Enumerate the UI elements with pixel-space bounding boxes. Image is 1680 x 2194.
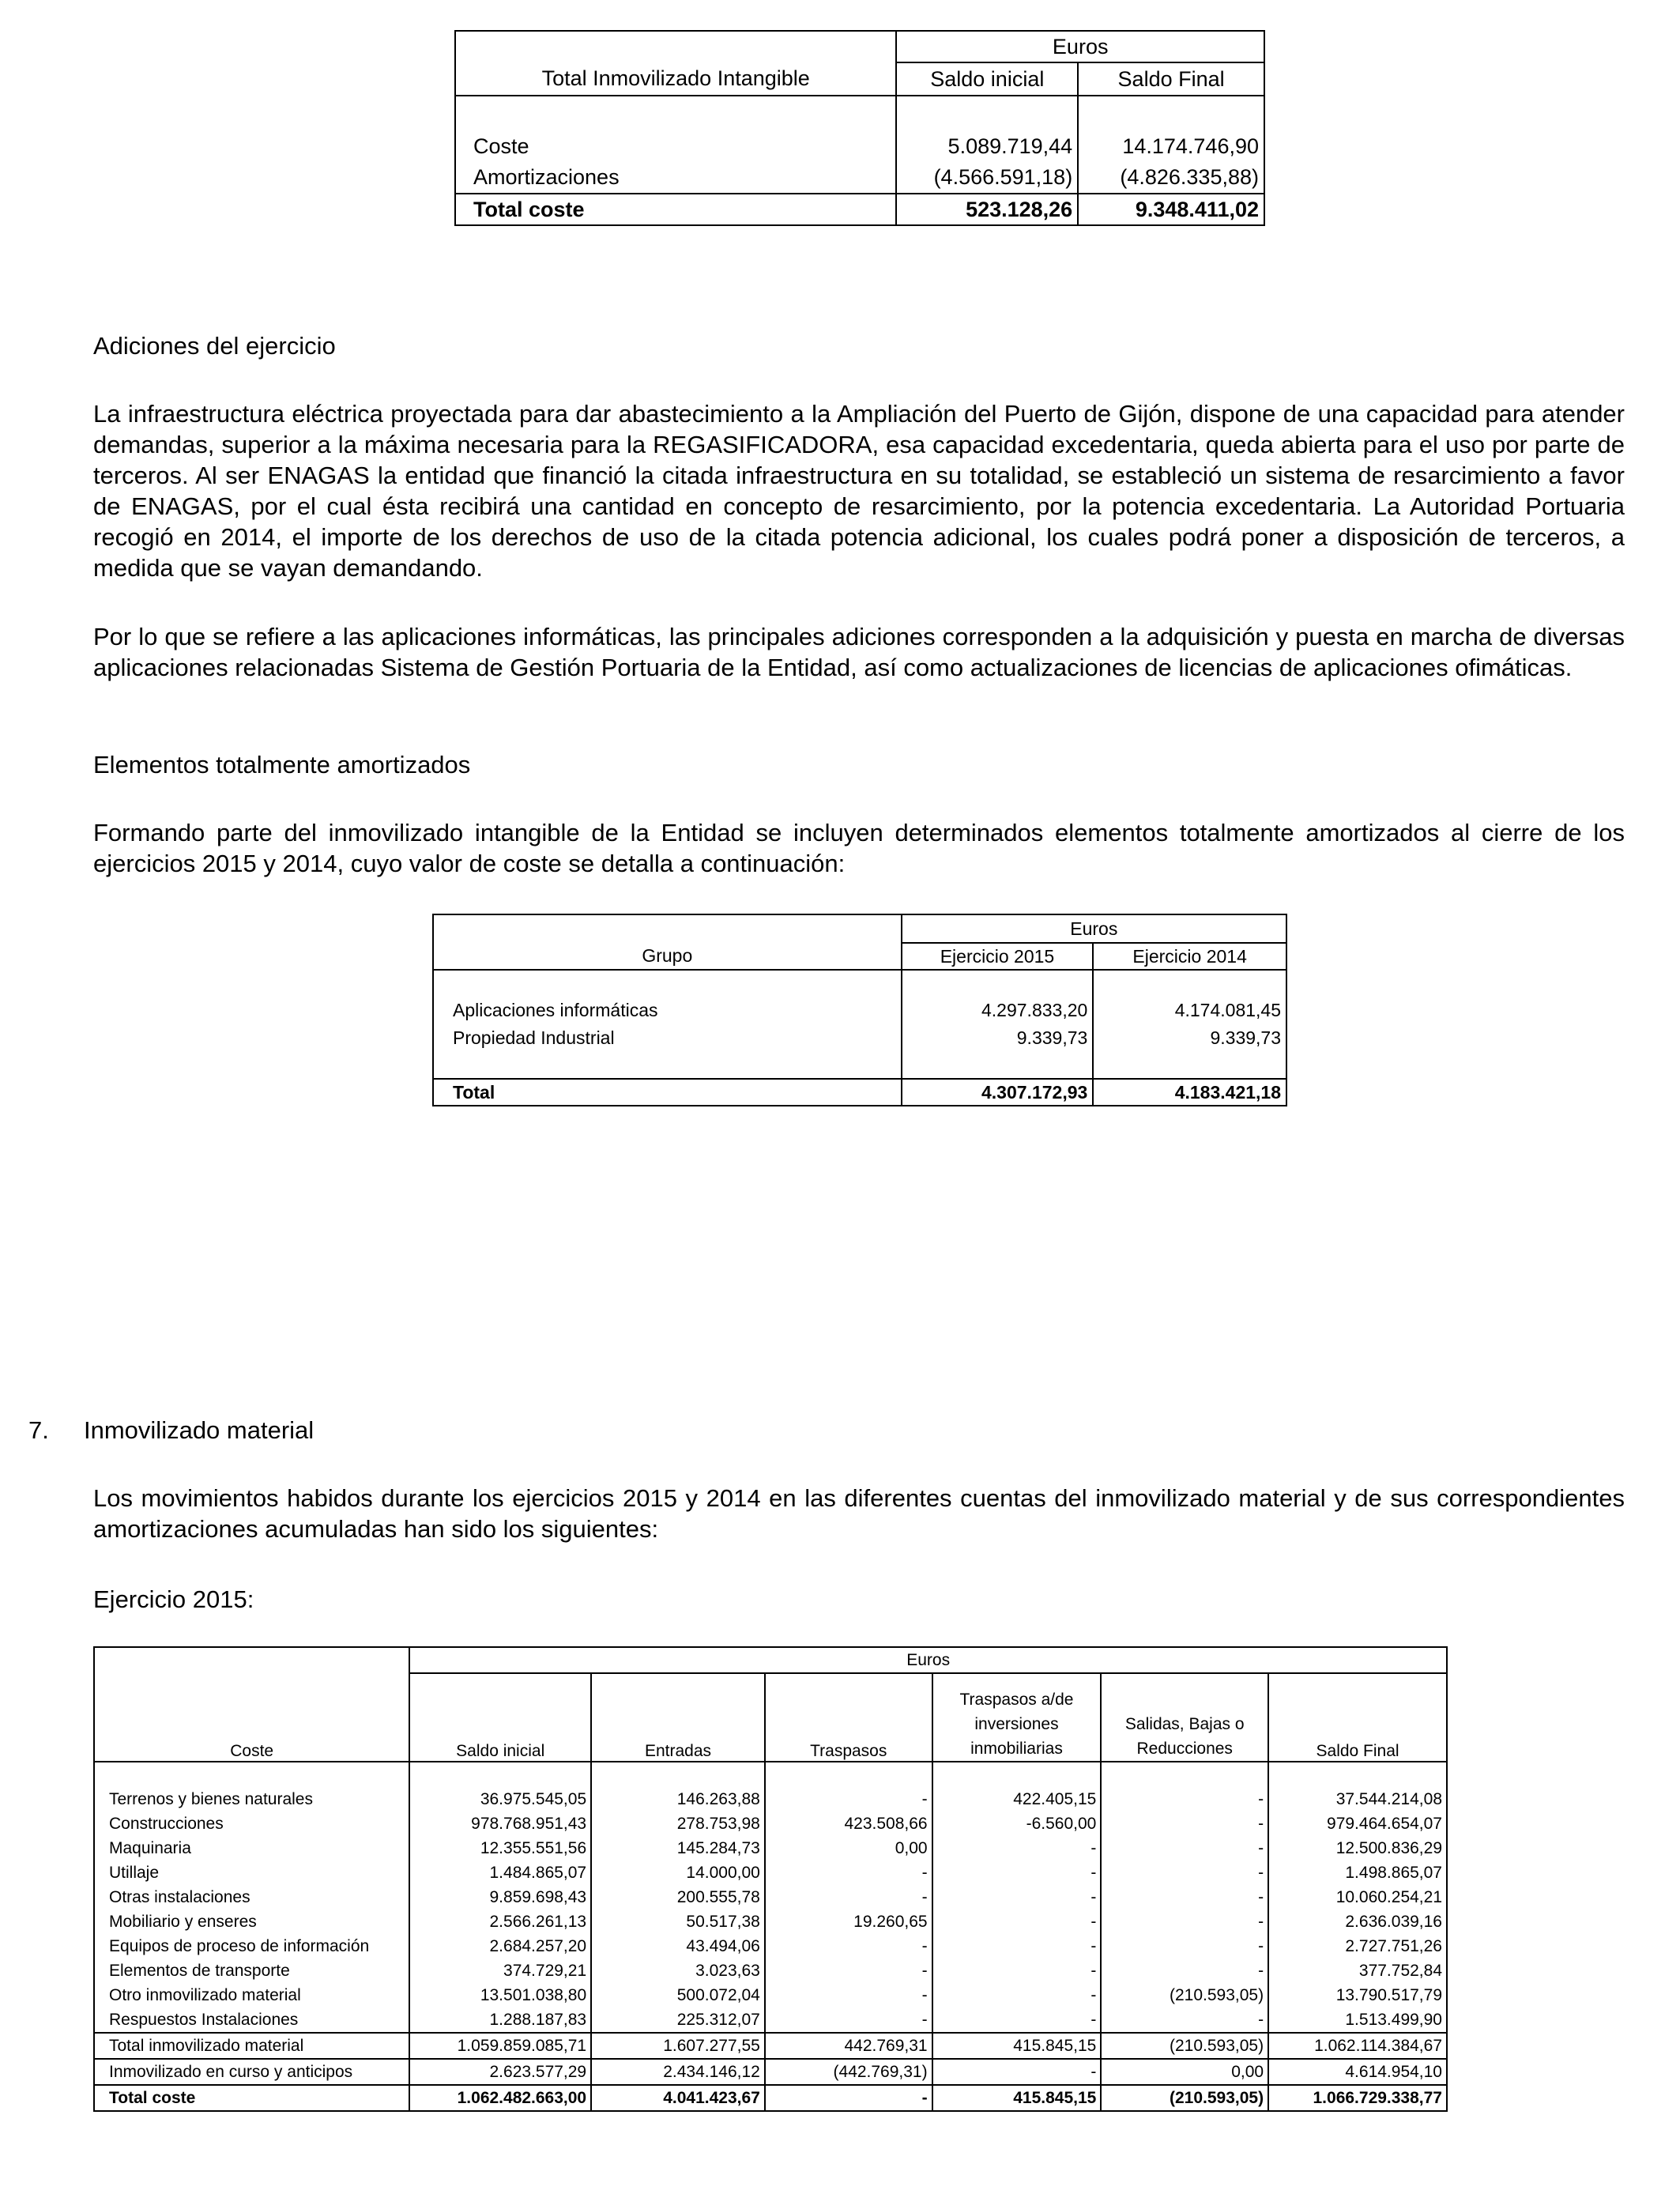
total-row <box>94 2085 1447 2111</box>
table-row <box>94 1860 1447 1885</box>
table1-total-value: 9.348.411,02 <box>1078 194 1264 225</box>
row-value: 13.501.038,80 <box>409 1983 591 2007</box>
paragraph-aplicaciones: Por lo que se refiere a las aplicaciones informáticas, las principales adiciones corresponden a la adquisición y puesta en marcha de diversas aplicaciones relacionadas Sistema de Gestión Portuaria de la Entidad, así como actualizaciones de licencias de aplicaciones ofimáticas. <box>93 623 1625 681</box>
total-value: 1.066.729.338,77 <box>1268 2085 1447 2111</box>
table-row <box>94 1983 1447 2007</box>
row-label: Equipos de proceso de información <box>94 1934 409 1958</box>
row-value: (210.593,05) <box>1101 1983 1268 2007</box>
row-value: 1.484.865,07 <box>409 1860 591 1885</box>
row-value: - <box>765 1958 932 1983</box>
total-label: Total coste <box>94 2085 409 2111</box>
row-value: 225.312,07 <box>591 2007 765 2033</box>
row-value: 37.544.214,08 <box>1268 1787 1447 1811</box>
table-row <box>94 1958 1447 1983</box>
row-value: 979.464.654,07 <box>1268 1811 1447 1836</box>
row-label: Utillaje <box>94 1860 409 1885</box>
row-value: 200.555,78 <box>591 1885 765 1909</box>
subtotal-value: 2.434.146,12 <box>591 2059 765 2085</box>
table1-row-value: (4.826.335,88) <box>1078 162 1264 194</box>
subtotal-value: - <box>932 2059 1102 2085</box>
row-value: 2.636.039,16 <box>1268 1909 1447 1934</box>
table2-header-euros: Euros <box>902 914 1286 943</box>
table1-row-value: 5.089.719,44 <box>896 130 1078 162</box>
row-label: Terrenos y bienes naturales <box>94 1787 409 1811</box>
row-value: 377.752,84 <box>1268 1958 1447 1983</box>
intangible-summary-table <box>454 30 1265 226</box>
row-value: 12.500.836,29 <box>1268 1836 1447 1860</box>
table3-header-entradas: Entradas <box>591 1673 765 1762</box>
row-value: - <box>1101 1885 1268 1909</box>
row-value: 43.494,06 <box>591 1934 765 1958</box>
table2-row-value: 4.297.833,20 <box>902 997 1094 1024</box>
row-value: 500.072,04 <box>591 1983 765 2007</box>
table2-row-label: Propiedad Industrial <box>433 1024 902 1052</box>
row-value: 10.060.254,21 <box>1268 1885 1447 1909</box>
paragraph-movimientos: Los movimientos habidos durante los ejercicios 2015 y 2014 en las diferentes cuentas del inmovilizado material y de sus correspondientes amortizaciones acumuladas han sido los siguientes: <box>93 1484 1625 1543</box>
subtotal-value: 1.062.114.384,67 <box>1268 2033 1447 2059</box>
table2-row-value: 4.174.081,45 <box>1093 997 1286 1024</box>
row-value: - <box>932 1860 1102 1885</box>
row-label: Construcciones <box>94 1811 409 1836</box>
heading-ejercicio: Ejercicio 2015: <box>93 1585 254 1613</box>
table1-total-label: Total coste <box>455 194 896 225</box>
heading-elementos: Elementos totalmente amortizados <box>93 751 471 778</box>
table1-row-label: Amortizaciones <box>455 162 896 194</box>
row-value: 1.498.865,07 <box>1268 1860 1447 1885</box>
subtotal-value: (442.769,31) <box>765 2059 932 2085</box>
row-value: 978.768.951,43 <box>409 1811 591 1836</box>
row-value: - <box>765 1860 932 1885</box>
table-row <box>94 1811 1447 1836</box>
table3-header-salidas: Salidas, Bajas o Reducciones <box>1101 1673 1268 1762</box>
total-value: 1.062.482.663,00 <box>409 2085 591 2111</box>
row-value: - <box>1101 1958 1268 1983</box>
row-value: 36.975.545,05 <box>409 1787 591 1811</box>
table3-header-euros: Euros <box>409 1647 1447 1673</box>
row-label: Otras instalaciones <box>94 1885 409 1909</box>
row-value: - <box>932 1836 1102 1860</box>
table2-total-value: 4.183.421,18 <box>1093 1079 1286 1106</box>
row-value: 0,00 <box>765 1836 932 1860</box>
table-row <box>94 1836 1447 1860</box>
row-value: - <box>932 1983 1102 2007</box>
subtotal-label: Inmovilizado en curso y anticipos <box>94 2059 409 2085</box>
row-value: 422.405,15 <box>932 1787 1102 1811</box>
table2-header-label: Grupo <box>433 943 902 970</box>
table-row <box>94 1787 1447 1811</box>
row-value: - <box>765 1983 932 2007</box>
row-value: - <box>1101 1787 1268 1811</box>
subtotal-row <box>94 2059 1447 2085</box>
row-value: -6.560,00 <box>932 1811 1102 1836</box>
paragraph-formando: Formando parte del inmovilizado intangible de la Entidad se incluyen determinados elementos totalmente amortizados al cierre de los ejercicios 2015 y 2014, cuyo valor de coste se detalla a continuación: <box>93 819 1625 877</box>
table2-row-value: 9.339,73 <box>1093 1024 1286 1052</box>
row-value: 13.790.517,79 <box>1268 1983 1447 2007</box>
row-value: - <box>1101 1836 1268 1860</box>
table1-row-value: 14.174.746,90 <box>1078 130 1264 162</box>
paragraph-infraestructura: La infraestructura eléctrica proyectada para dar abastecimiento a la Ampliación del Puerto de Gijón, dispone de una capacidad para atender demandas, superior a la máxima necesaria para la REGASIFICADORA, esa capacidad excedentaria, queda abierta para el uso por parte de terceros. Al ser ENAGAS la entidad que financió la citada infraestructura en su totalidad, se estableció un sistema de resarcimiento a favor de ENAGAS, por el cual ésta recibirá una cantidad en concepto de resarcimiento, por la potencia excedentaria. La Autoridad Portuaria recogió en 2014, el importe de los derechos de uso de la citada potencia adicional, los cuales podrá poner a disposición de terceros, a medida que se vayan demandando. <box>93 400 1625 582</box>
table1-header-label: Total Inmovilizado Intangible <box>455 62 896 96</box>
subtotal-value: 0,00 <box>1101 2059 1268 2085</box>
table1-row-value: (4.566.591,18) <box>896 162 1078 194</box>
row-value: - <box>1101 1934 1268 1958</box>
table2-row-value: 9.339,73 <box>902 1024 1094 1052</box>
tangible-movements-table <box>93 1646 1448 2112</box>
table-row <box>94 2007 1447 2033</box>
section-title: Inmovilizado material <box>84 1416 315 1444</box>
row-value: - <box>765 1787 932 1811</box>
table2-total-value: 4.307.172,93 <box>902 1079 1094 1106</box>
row-value: 50.517,38 <box>591 1909 765 1934</box>
subtotal-value: (210.593,05) <box>1101 2033 1268 2059</box>
table1-header-euros: Euros <box>896 31 1264 62</box>
subtotal-value: 442.769,31 <box>765 2033 932 2059</box>
subtotal-value: 1.607.277,55 <box>591 2033 765 2059</box>
row-value: - <box>1101 1909 1268 1934</box>
subtotal-value: 1.059.859.085,71 <box>409 2033 591 2059</box>
row-label: Respuestos Instalaciones <box>94 2007 409 2033</box>
row-value: 374.729,21 <box>409 1958 591 1983</box>
table1-total-value: 523.128,26 <box>896 194 1078 225</box>
row-label: Elementos de transporte <box>94 1958 409 1983</box>
section-number: 7. <box>28 1416 49 1444</box>
row-value: 3.023,63 <box>591 1958 765 1983</box>
table2-row-label: Aplicaciones informáticas <box>433 997 902 1024</box>
row-value: - <box>932 2007 1102 2033</box>
row-value: 278.753,98 <box>591 1811 765 1836</box>
row-value: 1.288.187,83 <box>409 2007 591 2033</box>
row-value: 2.684.257,20 <box>409 1934 591 1958</box>
heading-adiciones: Adiciones del ejercicio <box>93 332 336 360</box>
row-value: - <box>1101 1860 1268 1885</box>
table3-header-traspasos-inversiones: Traspasos a/de inversiones inmobiliarias <box>932 1673 1102 1762</box>
row-value: - <box>765 1934 932 1958</box>
row-value: 9.859.698,43 <box>409 1885 591 1909</box>
subtotal-value: 415.845,15 <box>932 2033 1102 2059</box>
table-row <box>94 1885 1447 1909</box>
table3-header-saldo-final: Saldo Final <box>1268 1673 1447 1762</box>
total-value: 4.041.423,67 <box>591 2085 765 2111</box>
row-value: 423.508,66 <box>765 1811 932 1836</box>
fully-amortized-table <box>432 914 1287 1106</box>
table3-header-traspasos: Traspasos <box>765 1673 932 1762</box>
subtotal-label: Total inmovilizado material <box>94 2033 409 2059</box>
table1-header-col1: Saldo inicial <box>896 62 1078 96</box>
row-value: - <box>932 1909 1102 1934</box>
row-value: 2.727.751,26 <box>1268 1934 1447 1958</box>
row-value: - <box>932 1934 1102 1958</box>
table2-header-col2: Ejercicio 2014 <box>1093 943 1286 970</box>
row-value: - <box>932 1958 1102 1983</box>
total-value: 415.845,15 <box>932 2085 1102 2111</box>
row-value: 14.000,00 <box>591 1860 765 1885</box>
subtotal-value: 4.614.954,10 <box>1268 2059 1447 2085</box>
table1-header-col2: Saldo Final <box>1078 62 1264 96</box>
table2-header-col1: Ejercicio 2015 <box>902 943 1094 970</box>
table2-total-label: Total <box>433 1079 902 1106</box>
row-value: - <box>932 1885 1102 1909</box>
table-row <box>94 1934 1447 1958</box>
total-value: (210.593,05) <box>1101 2085 1268 2111</box>
table1-row-label: Coste <box>455 130 896 162</box>
row-value: - <box>1101 2007 1268 2033</box>
subtotal-row <box>94 2033 1447 2059</box>
row-value: 146.263,88 <box>591 1787 765 1811</box>
table3-header-coste: Coste <box>94 1673 409 1762</box>
row-value: 12.355.551,56 <box>409 1836 591 1860</box>
total-value: - <box>765 2085 932 2111</box>
subtotal-value: 2.623.577,29 <box>409 2059 591 2085</box>
row-label: Otro inmovilizado material <box>94 1983 409 2007</box>
table-row <box>94 1909 1447 1934</box>
row-value: 19.260,65 <box>765 1909 932 1934</box>
row-value: 145.284,73 <box>591 1836 765 1860</box>
row-value: - <box>765 2007 932 2033</box>
row-label: Mobiliario y enseres <box>94 1909 409 1934</box>
row-value: - <box>765 1885 932 1909</box>
row-value: 1.513.499,90 <box>1268 2007 1447 2033</box>
row-label: Maquinaria <box>94 1836 409 1860</box>
table3-header-saldo-inicial: Saldo inicial <box>409 1673 591 1762</box>
row-value: - <box>1101 1811 1268 1836</box>
row-value: 2.566.261,13 <box>409 1909 591 1934</box>
